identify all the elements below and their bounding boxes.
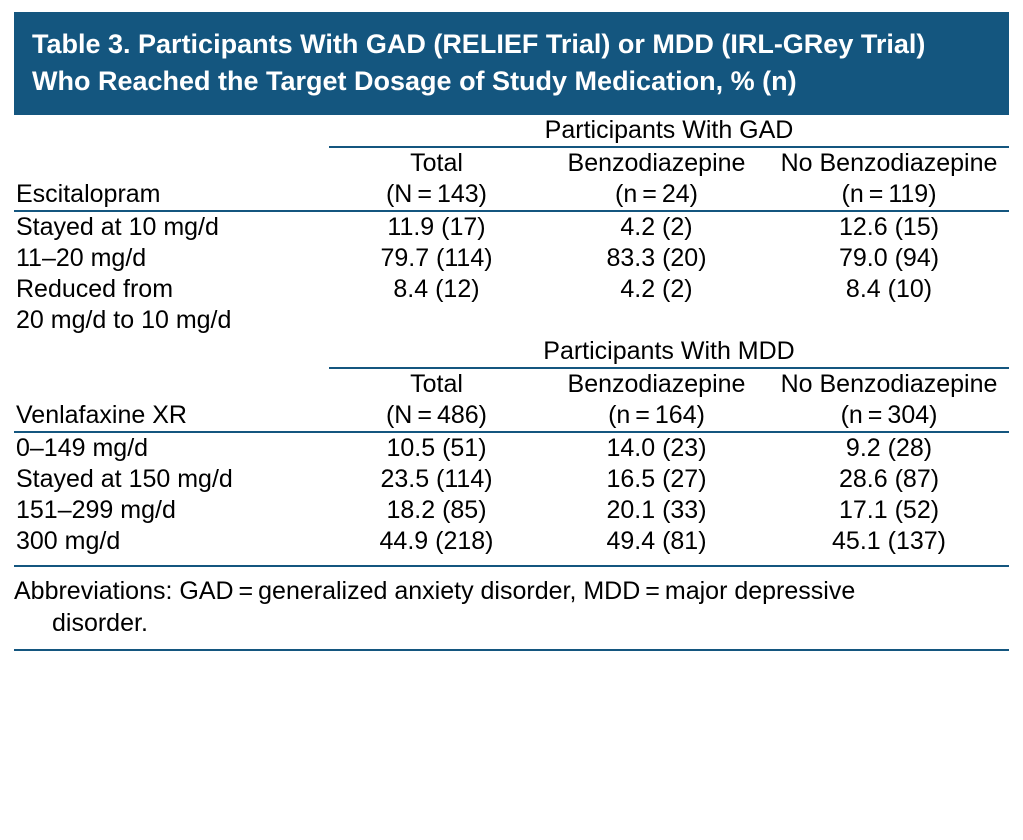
row-benzo: 14.0 (23) [544,432,769,464]
gad-stub-line1 [14,147,329,179]
spacer-row [14,557,1009,565]
gad-stub-label: Escitalopram [16,180,161,209]
table-title: Table 3. Participants With GAD (RELIEF Trial) or MDD (IRL-GRey Trial) Who Reached the Target Dosage of Study Medication, % (n) [14,12,1009,115]
row-nobenzo: 9.2 (28) [769,432,1009,464]
footnote-line-1: Abbreviations: GAD = generalized anxiety disorder, MDD = major depressive [14,577,856,606]
mdd-benzo-head-line1: Benzodiazepine [567,370,746,399]
empty-cell [14,115,329,147]
row-label: 300 mg/d [16,527,121,556]
row-nobenzo: 28.6 (87) [838,465,940,494]
mdd-nobenzo-head-line1: No Benzodiazepine [780,370,998,399]
mdd-group-header-row [14,336,1009,368]
gad-group-header: Participants With GAD [329,115,1009,147]
gad-nobenzo-head-line1: No Benzodiazepine [780,149,998,178]
row-total: 11.9 (17) [329,211,544,243]
row-total: 8.4 (12) [393,275,480,304]
row-total: 18.2 (85) [386,496,487,525]
footer-rule [14,649,1009,651]
dosage-table [14,115,1009,565]
table-row [14,274,1009,305]
spacer-cell [14,557,1009,565]
mdd-nobenzo-head-line2: (n = 304) [840,401,938,430]
gad-nobenzo-head-line2: (n = 119) [841,180,937,209]
mdd-stub-line1 [14,368,329,400]
table-row [14,526,1009,557]
row-nobenzo: 45.1 (137) [832,527,946,556]
table-container [0,12,1023,651]
mdd-total-head-line1: Total [410,370,463,399]
footnote [14,567,1009,639]
row-benzo: 20.1 (33) [606,496,707,525]
mdd-group-header: Participants With MDD [329,336,1009,368]
empty-cell [14,336,329,368]
row-benzo: 49.4 (81) [606,527,707,556]
mdd-colhead-line2 [14,400,1009,432]
row-label: 0–149 mg/d [14,432,329,464]
mdd-stub-label: Venlafaxine XR [16,401,187,430]
row-label: Reduced from [16,275,174,304]
table-row [14,464,1009,495]
row-label: Stayed at 10 mg/d [14,211,329,243]
mdd-benzo-head-line2: (n = 164) [608,401,705,430]
gad-colhead-line1 [14,147,1009,179]
table-row [14,243,1009,274]
row-benzo: 16.5 (27) [606,465,707,494]
row-benzo: 83.3 (20) [606,244,707,273]
gad-benzo-head-line1: Benzodiazepine [567,149,746,178]
row-label: Stayed at 150 mg/d [16,465,233,494]
row-total: 10.5 (51) [329,432,544,464]
gad-total-head-line2: (N = 143) [385,180,488,209]
row-total: 79.7 (114) [380,244,493,273]
row-total: 23.5 (114) [380,465,493,494]
mdd-total-head-line2: (N = 486) [385,401,488,430]
row-nobenzo: 79.0 (94) [838,244,940,273]
table-row [14,495,1009,526]
row-benzo: 4.2 (2) [620,275,693,304]
row-label: 11–20 mg/d [16,244,147,273]
row-nobenzo: 17.1 (52) [838,496,940,525]
mdd-colhead-line1 [14,368,1009,400]
gad-group-header-row [14,115,1009,147]
gad-benzo-head-line2: (n = 24) [615,180,698,209]
row-nobenzo: 8.4 (10) [845,275,933,304]
row-nobenzo [769,305,1009,336]
footnote-line-2: disorder. [52,609,148,638]
table-row [14,211,1009,243]
table-row [14,432,1009,464]
gad-colhead-line2 [14,179,1009,211]
row-total: 44.9 (218) [379,527,494,556]
table-row [14,305,1009,336]
row-total [329,305,544,336]
row-benzo: 4.2 (2) [544,211,769,243]
row-benzo [544,305,769,336]
gad-total-head-line1: Total [410,149,463,178]
row-label: 151–299 mg/d [16,496,176,525]
row-nobenzo: 12.6 (15) [769,211,1009,243]
row-label: 20 mg/d to 10 mg/d [16,306,232,335]
